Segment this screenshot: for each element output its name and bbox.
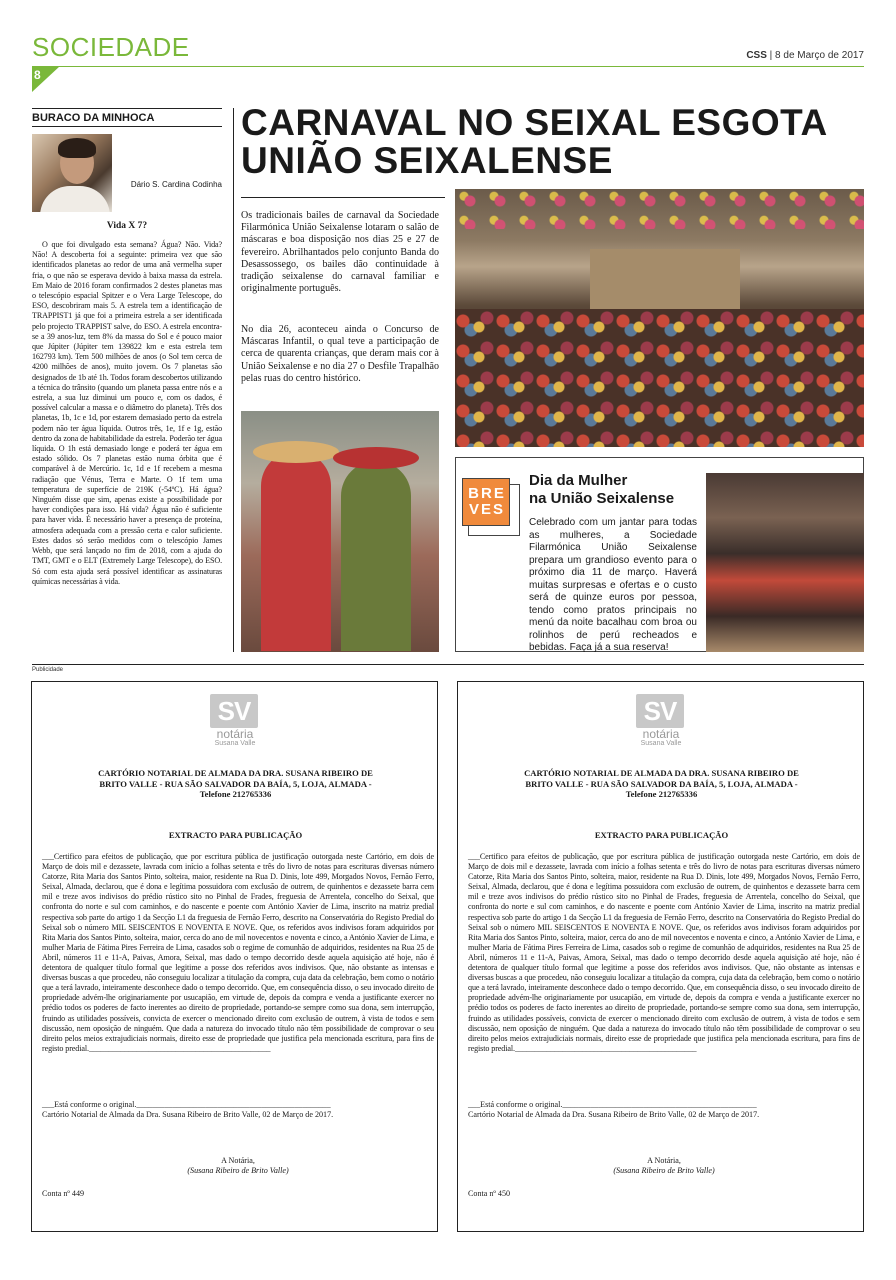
children-costume-photo xyxy=(241,411,439,652)
publication-info xyxy=(746,50,864,61)
notary-conta: Conta nº 449 xyxy=(42,1189,85,1198)
notary-sign-role: A Notária, xyxy=(221,1156,255,1165)
column-rule-top xyxy=(32,108,222,109)
notary-logo-mark: SV xyxy=(210,694,258,728)
notary-conta: Conta nº 450 xyxy=(468,1189,511,1198)
notary-header-line-3: Telefone 212765336 xyxy=(625,789,698,799)
article-paragraph-2: No dia 26, aconteceu ainda o Concurso de Máscaras Infantil, o qual teve a participação de cerca de quarenta crianças, que deram mais cor à União Seixalense e no dia 27 o Desfile Trapalhão pelas ruas do centro histórico. xyxy=(241,324,439,384)
notary-header-line-1: CARTÓRIO NOTARIAL DE ALMADA DA DRA. SUSANA RIBEIRO DE xyxy=(524,768,799,778)
publication-name: CSS xyxy=(746,50,767,61)
column-name: BURACO DA MINHOCA xyxy=(32,112,155,124)
notary-conforme xyxy=(468,1100,860,1120)
notary-cartorio-date: Cartório Notarial de Almada da Dra. Susana Ribeiro de Brito Valle, 02 de Março de 2017. xyxy=(468,1110,760,1119)
womens-day-photo xyxy=(706,473,864,652)
notary-logo-word: notária xyxy=(642,727,680,741)
notary-cartorio-date: Cartório Notarial de Almada da Dra. Susana Ribeiro de Brito Valle, 02 de Março de 2017. xyxy=(42,1110,334,1119)
breves-body: Celebrado com um jantar para todas as mulheres, a Sociedade Filarmónica União Seixalense prepara um grandioso evento para o próximo dia 11 de março. Haverá muitas surpresas e ofertas e o custo será de quinze euros por pessoa, tendo como pratos principais no menú da noite bacalhau com broa ou rolinhos de perú recheados e bebidas. Faça já a sua reserva! xyxy=(529,517,697,653)
column-body: O que foi divulgado esta semana? Água? Não. Vida? Não! A descoberta foi a seguinte: primeira vez que são identificados planetas ao redor de uma anã vermelha super fria, o que não se esperava devido à baixa massa da estrela. Em Maio de 2016 foram confirmados 2 destes planetas mas o telescópio espacial Spitzer e o Vera Large Telescope, do ESO, descobriram mais 5. A estrela tem a identificação de TRAPPIST1 já que foi a primeira estrela a ser identificada pelo projecto TRAPPIST salve, do ESO. A estrela encontra-se a 39 anos-luz, tem 8% da massa do Sol e é pouco maior que Júpiter (Júpiter tem 139822 km e esta estrela tem 162793 km). Tem 500 milhões de anos (o Sol tem cerca de 4200 milhões de anos), muito jovem. Os 7 planetas são designados de 1b até 1h. Todos foram descobertos utilizando a técnica do trânsito (quando um planeta passa entre nós e a estrela, a sua luz diminui um pouco e, com os dados, é possível calcular a massa e o diâmetro do planeta). Três dos planetas, 1b, 1c e 1d, por estarem demasiado perto da estrela podem não ter água líquida. Outros três, 1e, 1f e 1g, estão dentro da zona de habitabilidade da estrela. Poderão ter água líquida. O 1h está demasiado longe e poderá ter água em estado sólido. Os 7 planetas estão numa órbita que é comparável à de Mercúrio. 1c, 1d e 1f recebem a mesma radiação que Vénus, Terra e Marte. O 1f tem uma temperatura de superfície de 219K (-54ºC). Há água? Ninguém disse que sim, apenas existe a possibilidade por haver condições para isso. Há vida? Água não é suficiente para haver vida. É necessário haver a presença de proteína, atmosfera adequada com a pressão certa e calor suficiente. Estes dados só serão medidos com o telescópio James Webb, que será lançado no fim de 2018, com a ajuda do TMT, GMT e o ELT (Extremely Large Telescope), do ESO. Só com esta ajuda será possível identificar as assinaturas químicas necessárias à vida. xyxy=(32,240,222,586)
notary-title: EXTRACTO PARA PUBLICAÇÃO xyxy=(168,830,303,840)
notary-notice xyxy=(31,681,438,1232)
column-divider xyxy=(233,108,234,652)
column-rule-bottom xyxy=(32,126,222,127)
section-title: SOCIEDADE xyxy=(32,32,190,62)
author-name: Dário S. Cardina Codinha xyxy=(130,180,222,189)
breves-logo xyxy=(462,478,520,536)
author-photo xyxy=(32,134,112,212)
notary-header xyxy=(478,768,845,800)
breves-logo-line-2: VES xyxy=(468,501,505,518)
notary-logo xyxy=(632,694,690,750)
notary-header-line-2: BRITO VALLE - RUA SÃO SALVADOR DA BAÍA, 5, LOJA, ALMADA - xyxy=(99,778,372,789)
notary-sign-name: (Susana Ribeiro de Brito Valle) xyxy=(613,1166,715,1175)
page-number: 8 xyxy=(34,68,41,82)
notary-conforme-line: ___Está conforme o original.________________________________________________ xyxy=(468,1100,757,1109)
notary-title: EXTRACTO PARA PUBLICAÇÃO xyxy=(594,830,729,840)
notary-header xyxy=(52,768,419,800)
notary-conforme-line: ___Está conforme o original.________________________________________________ xyxy=(42,1100,331,1109)
notary-signature xyxy=(42,1156,434,1176)
breves-logo-line-1: BRE xyxy=(468,485,506,502)
main-headline: CARNAVAL NO SEIXAL ESGOTA UNIÃO SEIXALENSE xyxy=(241,102,827,181)
article-paragraph-1: Os tradicionais bailes de carnaval da Sociedade Filarmónica União Seixalense lotaram o salão de máscaras e boa disposição nos dias 25 e 27 de fevereiro. Abrilhantados pelo conjunto Banda do Desassossego, os bailes dão continuidade à tradição seixalense do carnaval familiar e originalmente português. xyxy=(241,210,439,295)
notary-logo xyxy=(206,694,264,750)
notary-header-line-2: BRITO VALLE - RUA SÃO SALVADOR DA BAÍA, 5, LOJA, ALMADA - xyxy=(525,778,798,789)
breves-title xyxy=(529,472,674,508)
notary-body: ___Certifico para efeitos de publicação, que por escritura pública de justificação outorgada neste Cartório, em dois de Março de dois mil e dezassete, lavrada com início a folhas setenta e três do livro de notas para escrituras diversas número Catorze, Rita Maria dos Santos Pinto, solteira, maior, residente na Rua D. Dinis, lote 499, Morgados Novos, Fernão Ferro, Seixal, Almada, declarou, que é dona e legítima possuidora com exclusão de outrem, de quinhentos e dezassete barra cem mil e treze avos indivisos do prédio rústico sito no Pinhal de Frades, freguesia de Arrentela, concelho do Seixal, que confronta do norte e sul com caminhos, e do nascente e poente com António Xavier de Lima, inscrito na matriz predial respectiva sob parte do artigo 1 da Secção L1 da freguesia de Fernão Ferro, descrito na Conservatória do Registo Predial do Seixal sob o número MIL SEISCENTOS E NOVENTA E NOVE. Que, os referidos avos indivisos foram adquiridos por Rita Maria dos Santos Pinto, solteira, maior, cerca do ano de mil novecentos e noventa e cinco, a António Xavier de Lima, e mulher Maria de Fátima Pires Ferreira de Lima, casados sob o regime de comunhão de adquiridos, residentes na Rua 25 de Abril, números 11 e 11-A, Paivas, Amora, Seixal, mas dado o tempo decorrido desde aquela aquisição até hoje, não é detentora de qualquer título formal que legitime a posse dos referidos avos indivisos. Que, não obstante as intensas e diversas buscas a que procedeu, não conseguiu localizar a titulação da compra, cuja data da celebração, bem como o notário que a terá lavrado, inteiramente desconhece dado o tempo decorrido. Que, em consequência disso, o seu invocado direito de propriedade advém-lhe originariamente por usucapião, em virtude de, depois da compra e venda a justificante exercer no prédio todos os poderes de facto inerentes ao direito de propriedade, portando-se sempre como sua dona, sem interrupção, fruindo as utilidades possíveis, convicta de exercer o mencionado direito com exclusão de outrem, à vista de todos e sem discussão, nem oposição de ninguém. Que dada a natureza do invocado título não têm possibilidade de comprovar o seu direito pelos meios extrajudiciais normais, direito esse de propriedade que justifica pela mencionada escritura, para fins de registo predial.______________________________________________ xyxy=(42,852,434,1053)
notary-logo-word: notária xyxy=(216,727,254,741)
carnival-hall-photo xyxy=(455,189,864,447)
ad-label: Publicidade xyxy=(32,667,64,673)
notary-logo-mark: SV xyxy=(636,694,684,728)
notary-header-line-1: CARTÓRIO NOTARIAL DE ALMADA DA DRA. SUSANA RIBEIRO DE xyxy=(98,768,373,778)
headline-rule xyxy=(241,197,445,198)
ad-rule xyxy=(32,664,864,665)
opinion-column xyxy=(32,108,222,652)
column-article-title: Vida X 7? xyxy=(106,221,148,231)
breves-title-line-2: na União Seixalense xyxy=(529,490,675,507)
publication-date: | 8 de Março de 2017 xyxy=(769,50,864,61)
notary-notice xyxy=(457,681,864,1232)
notary-sign-name: (Susana Ribeiro de Brito Valle) xyxy=(187,1166,289,1175)
notary-sign-role: A Notária, xyxy=(647,1156,681,1165)
notary-body: ___Certifico para efeitos de publicação, que por escritura pública de justificação outorgada neste Cartório, em dois de Março de dois mil e dezassete, lavrada com início a folhas setenta e três do livro de notas para escrituras diversas número Catorze, Rita Maria dos Santos Pinto, solteira, maior, residente na Rua D. Dinis, lote 499, Morgados Novos, Fernão Ferro, Seixal, Almada, declarou, que é dona e legítima possuidora com exclusão de outrem, de quinhentos e dezassete barra cem mil e treze avos indivisos do prédio rústico sito no Pinhal de Frades, freguesia de Arrentela, concelho do Seixal, que confronta do norte e sul com caminhos, e do nascente e poente com António Xavier de Lima, inscrito na matriz predial respectiva sob parte do artigo 1 da Secção L1 da freguesia de Fernão Ferro, descrito na Conservatória do Registo Predial do Seixal sob o número MIL SEISCENTOS E NOVENTA E NOVE. Que, os referidos avos indivisos foram adquiridos por Rita Maria dos Santos Pinto, solteira, maior, cerca do ano de mil novecentos e noventa e cinco, a António Xavier de Lima, e mulher Maria de Fátima Pires Ferreira de Lima, casados sob o regime de comunhão de adquiridos, residentes na Rua 25 de Abril, números 11 e 11-A, Paivas, Amora, Seixal, mas dado o tempo decorrido desde aquela aquisição até hoje, não é detentora de qualquer título formal que legitime a posse dos referidos avos indivisos. Que, não obstante as intensas e diversas buscas a que procedeu, não conseguiu localizar a titulação da compra, cuja data da celebração, bem como o notário que a terá lavrado, inteiramente desconhece dado o tempo decorrido. Que, em consequência disso, o seu invocado direito de propriedade advém-lhe originariamente por usucapião, em virtude de, depois da compra e venda a justificante exercer no prédio todos os poderes de facto inerentes ao direito de propriedade, portando-se sempre como sua dona, sem interrupção, fruindo as utilidades possíveis, convicta de exercer o mencionado direito com exclusão de outrem, à vista de todos e sem discussão, nem oposição de ninguém. Que dada a natureza do invocado título não têm possibilidade de comprovar o seu direito pelos meios extrajudiciais normais, direito esse de propriedade que justifica pela mencionada escritura, para fins de registo predial.______________________________________________ xyxy=(468,852,860,1053)
notary-conforme xyxy=(42,1100,434,1120)
notary-signature xyxy=(468,1156,860,1176)
notary-logo-name: Susana Valle xyxy=(214,740,256,747)
notary-header-line-3: Telefone 212765336 xyxy=(199,789,272,799)
header-rule xyxy=(32,66,864,67)
breves-title-line-1: Dia da Mulher xyxy=(529,472,628,489)
notary-logo-name: Susana Valle xyxy=(640,740,682,747)
